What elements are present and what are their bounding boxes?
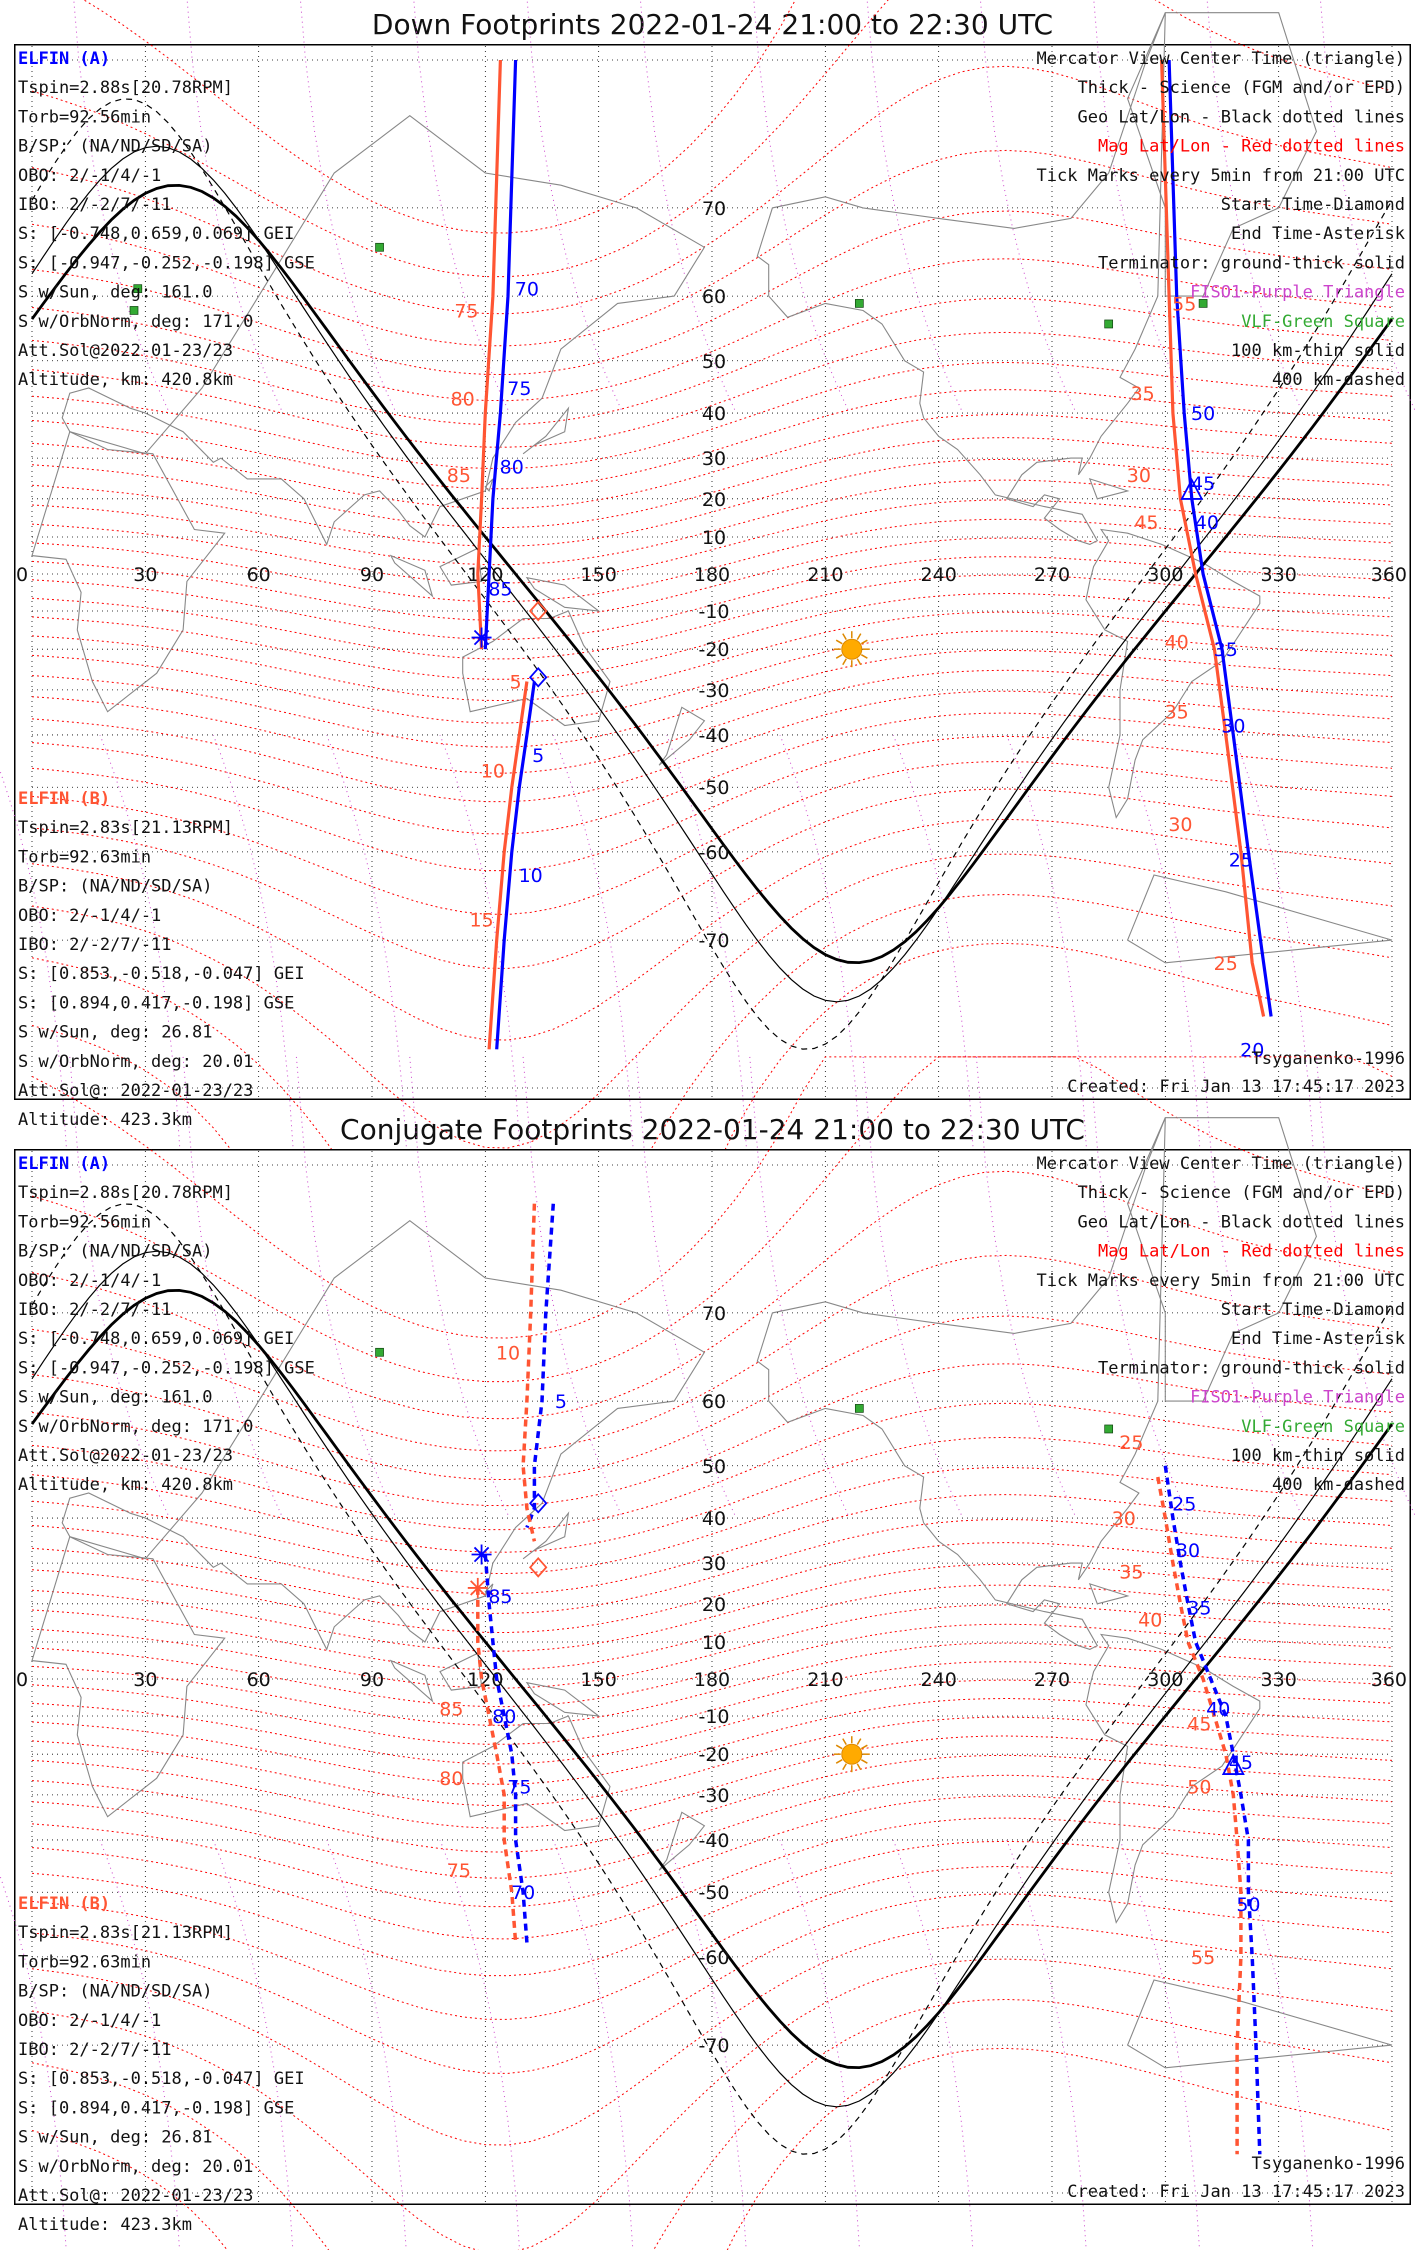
lon-tick-label: 150 — [580, 1669, 617, 1691]
track-tick-label: 25 — [1119, 1431, 1144, 1454]
track-tick-label: 45 — [1228, 1752, 1253, 1775]
lon-tick-label: 120 — [467, 564, 504, 586]
track-tick-label: 5 — [532, 744, 545, 767]
track-tick-label: 50 — [1236, 1893, 1261, 1916]
track-tick-label: 85 — [439, 1698, 464, 1721]
sun-icon — [842, 639, 862, 659]
track-tick-label: 35 — [1164, 701, 1189, 724]
lat-tick-label: -50 — [698, 1882, 730, 1905]
lon-tick-label: 0 — [16, 564, 29, 586]
track-tick-label: 55 — [1172, 293, 1197, 316]
probe-a-info-line: OBO: 2/-1/4/-1 — [18, 165, 162, 186]
probe-b-info-line: S w/OrbNorm, deg: 20.01 — [18, 1051, 254, 1072]
legend-line: Geo Lat/Lon - Black dotted lines — [1077, 107, 1405, 128]
lat-tick-label: 10 — [701, 526, 727, 549]
probe-b-info-line: IBO: 2/-2/7/-11 — [18, 2040, 172, 2060]
lon-tick-label: 330 — [1260, 1669, 1297, 1691]
legend-line: Geo Lat/Lon - Black dotted lines — [1077, 1212, 1405, 1233]
legend-line: Mercator View Center Time (triangle) — [1036, 49, 1405, 69]
track-tick-label: 30 — [1175, 1540, 1201, 1563]
legend-line: Mercator View Center Time (triangle) — [1036, 1154, 1405, 1174]
lat-tick-label: -20 — [698, 1744, 730, 1767]
legend-line: Mag Lat/Lon - Red dotted lines — [1097, 136, 1405, 157]
lat-tick-label: 20 — [701, 1593, 727, 1616]
track-tick-label: 70 — [511, 1882, 536, 1905]
track-tick-label: 75 — [507, 1776, 532, 1799]
track-tick-label: 30 — [1111, 1508, 1136, 1531]
probe-a-info-line: Tspin=2.88s[20.78RPM] — [18, 1183, 233, 1204]
lon-tick-label: 210 — [807, 1669, 844, 1691]
lat-tick-label: 50 — [701, 1455, 727, 1478]
legend-line: Terminator: ground-thick solid — [1097, 1358, 1405, 1379]
vlf-station-square — [855, 299, 863, 307]
track-tick-label: 80 — [492, 1706, 517, 1729]
lat-tick-label: -40 — [698, 1829, 730, 1852]
probe-a-info-line: Tspin=2.88s[20.78RPM] — [18, 78, 233, 99]
legend-line: FISO1-Purple Triangle — [1190, 282, 1405, 303]
track-tick-label: 50 — [1187, 1776, 1212, 1799]
track-tick-label: 45 — [1187, 1713, 1212, 1736]
legend-line: Tick Marks every 5min from 21:00 UTC — [1036, 1270, 1405, 1291]
probe-b-info-line: S: [0.894,0.417,-0.198] GSE — [18, 993, 295, 1014]
track-tick-label: 5 — [554, 1391, 567, 1414]
vlf-station-square — [855, 1404, 863, 1412]
lon-tick-label: 270 — [1033, 564, 1071, 586]
lon-tick-label: 180 — [693, 1669, 731, 1691]
legend-line: FISO1-Purple Triangle — [1190, 1387, 1405, 1408]
lon-tick-label: 90 — [359, 1669, 385, 1691]
lon-tick-label: 0 — [16, 1669, 29, 1691]
track-tick-label: 35 — [1130, 383, 1155, 406]
lon-tick-label: 30 — [133, 564, 158, 586]
track-tick-label: 20 — [1240, 1039, 1265, 1062]
track-tick-label: 25 — [1228, 849, 1253, 872]
lon-tick-label: 270 — [1033, 1669, 1071, 1691]
lat-tick-label: 60 — [701, 1391, 727, 1414]
track-tick-label: 30 — [1126, 464, 1151, 487]
legend-line: Start Time-Diamond — [1220, 1300, 1405, 1320]
probe-a-label: ELFIN (A) — [18, 1154, 111, 1174]
lat-tick-label: 70 — [701, 1302, 727, 1325]
legend-line: Mag Lat/Lon - Red dotted lines — [1097, 1241, 1405, 1262]
track-tick-label: 40 — [1138, 1609, 1163, 1632]
probe-b-info-line: Torb=92.63min — [18, 1952, 152, 1973]
probe-a-info-line: Att.Sol@2022-01-23/23 — [18, 341, 233, 361]
legend-line: VLF-Green Square — [1241, 311, 1405, 332]
probe-b-info-line: IBO: 2/-2/7/-11 — [18, 935, 172, 955]
probe-a-info-line: OBO: 2/-1/4/-1 — [18, 1270, 162, 1291]
lon-tick-label: 60 — [246, 1669, 271, 1691]
legend-line: Thick - Science (FGM and/or EPD) — [1077, 78, 1405, 99]
track-tick-label: 10 — [495, 1342, 521, 1365]
probe-b-info-line: OBO: 2/-1/4/-1 — [18, 905, 162, 926]
probe-b-label: ELFIN (B) — [18, 1894, 111, 1914]
track-tick-label: 45 — [1134, 511, 1159, 534]
track-tick-label: 85 — [446, 464, 471, 487]
track-tick-label: 50 — [1191, 403, 1216, 426]
lon-tick-label: 180 — [693, 564, 731, 586]
lat-tick-label: -40 — [698, 724, 730, 747]
lat-tick-label: -60 — [698, 1946, 730, 1969]
legend-line: Tick Marks every 5min from 21:00 UTC — [1036, 165, 1405, 186]
track-tick-label: 80 — [439, 1768, 464, 1791]
lat-tick-label: -70 — [698, 930, 730, 953]
conjugate-footprints-chart — [14, 1149, 1411, 2236]
lat-tick-label: -10 — [698, 601, 730, 624]
lon-tick-label: 240 — [920, 564, 957, 586]
track-tick-label: 75 — [507, 378, 532, 401]
legend-line: 400 km-dashed — [1271, 370, 1405, 391]
legend-line: 100 km-thin solid — [1231, 341, 1405, 361]
lon-tick-label: 210 — [807, 564, 844, 586]
vlf-station-square — [376, 1348, 384, 1356]
chart-title-down: Down Footprints 2022-01-24 21:00 to 22:30 UTC — [371, 8, 1054, 41]
legend-line: Thick - Science (FGM and/or EPD) — [1077, 1183, 1405, 1204]
probe-b-info-line: OBO: 2/-1/4/-1 — [18, 2010, 162, 2031]
legend-line: End Time-Asterisk — [1231, 1329, 1405, 1350]
vlf-station-square — [1105, 1425, 1113, 1433]
probe-b-info-line: Tspin=2.83s[21.13RPM] — [18, 818, 233, 839]
track-tick-label: 75 — [454, 300, 479, 323]
probe-b-info-line: S: [0.894,0.417,-0.198] GSE — [18, 2098, 295, 2119]
probe-a-info-line: S: [-0.748,0.659,0.069] GEI — [18, 224, 295, 245]
lat-tick-label: 40 — [701, 1508, 727, 1531]
track-tick-label: 85 — [488, 1585, 513, 1608]
track-tick-label: 70 — [514, 278, 539, 301]
probe-a-info-line: Torb=92.56min — [18, 107, 152, 128]
probe-b-info-line: S w/Sun, deg: 26.81 — [18, 1022, 213, 1043]
legend-line: Start Time-Diamond — [1220, 195, 1405, 215]
track-tick-label: 80 — [450, 388, 475, 411]
lon-tick-label: 300 — [1147, 1669, 1184, 1691]
probe-b-info-line: S: [0.853,-0.518,-0.047] GEI — [18, 964, 305, 985]
lon-tick-label: 30 — [133, 1669, 158, 1691]
probe-a-info-line: S w/Sun, deg: 161.0 — [18, 282, 213, 303]
probe-b-info-line: S w/OrbNorm, deg: 20.01 — [18, 2156, 254, 2177]
lat-tick-label: -30 — [698, 679, 730, 702]
lon-tick-label: 240 — [920, 1669, 957, 1691]
track-tick-label: 5 — [509, 671, 522, 694]
lat-tick-label: -60 — [698, 841, 730, 864]
lat-tick-label: 10 — [701, 1631, 727, 1654]
track-tick-label: 15 — [469, 909, 494, 932]
probe-b-label: ELFIN (B) — [18, 789, 111, 809]
probe-a-info-line: Torb=92.56min — [18, 1212, 152, 1233]
track-tick-label: 35 — [1187, 1597, 1212, 1620]
lon-tick-label: 360 — [1370, 1669, 1407, 1691]
sun-icon — [842, 1744, 862, 1764]
probe-a-info-line: S: [-0.947,-0.252,-0.198] GSE — [18, 1358, 315, 1379]
lat-tick-label: 40 — [701, 403, 727, 426]
lat-tick-label: 30 — [701, 448, 727, 471]
probe-b-info-line: S w/Sun, deg: 26.81 — [18, 2127, 213, 2148]
lon-tick-label: 60 — [246, 564, 271, 586]
probe-a-info-line: IBO: 2/-2/7/-11 — [18, 1300, 172, 1320]
created-timestamp: Created: Fri Jan 13 17:45:17 2023 — [1067, 2182, 1405, 2202]
lat-tick-label: 20 — [701, 488, 727, 511]
lat-tick-label: -30 — [698, 1784, 730, 1807]
vlf-station-square — [376, 243, 384, 251]
track-tick-label: 10 — [480, 760, 505, 783]
probe-a-info-line: Att.Sol@2022-01-23/23 — [18, 1446, 233, 1466]
probe-b-info-line: Altitude: 423.3km — [18, 1110, 192, 1131]
track-tick-label: 40 — [1164, 631, 1189, 654]
probe-a-info-line: S w/OrbNorm, deg: 171.0 — [18, 311, 254, 332]
probe-b-info-line: Att.Sol@: 2022-01-23/23 — [18, 2186, 254, 2206]
lat-tick-label: 60 — [701, 286, 727, 309]
track-tick-label: 10 — [518, 865, 543, 888]
legend-line: VLF-Green Square — [1241, 1416, 1405, 1437]
probe-b-info-line: Altitude: 423.3km — [18, 2215, 192, 2236]
legend-line: 100 km-thin solid — [1231, 1446, 1405, 1466]
track-tick-label: 35 — [1119, 1561, 1144, 1584]
lat-tick-label: 30 — [701, 1553, 727, 1576]
lat-tick-label: 70 — [701, 197, 727, 220]
track-tick-label: 40 — [1194, 511, 1219, 534]
probe-a-label: ELFIN (A) — [18, 49, 111, 69]
lat-tick-label: -20 — [698, 639, 730, 662]
vlf-station-square — [1105, 320, 1113, 328]
probe-b-info-line: S: [0.853,-0.518,-0.047] GEI — [18, 2069, 305, 2090]
probe-a-info-line: B/SP: (NA/ND/SD/SA) — [18, 136, 213, 157]
legend-line: Terminator: ground-thick solid — [1097, 253, 1405, 274]
created-timestamp: Created: Fri Jan 13 17:45:17 2023 — [1067, 1077, 1405, 1097]
lon-tick-label: 330 — [1260, 564, 1297, 586]
track-tick-label: 80 — [499, 456, 524, 479]
track-tick-label: 45 — [1191, 472, 1216, 495]
lat-tick-label: -70 — [698, 2035, 730, 2058]
probe-a-info-line: S: [-0.748,0.659,0.069] GEI — [18, 1329, 295, 1350]
track-tick-label: 40 — [1206, 1698, 1231, 1721]
track-tick-label: 35 — [1213, 639, 1238, 662]
probe-b-info-line: B/SP: (NA/ND/SD/SA) — [18, 1981, 213, 2002]
track-tick-label: 55 — [1191, 1946, 1216, 1969]
probe-a-info-line: Altitude, km: 420.8km — [18, 1475, 233, 1496]
probe-b-info-line: Att.Sol@: 2022-01-23/23 — [18, 1081, 254, 1101]
lon-tick-label: 360 — [1370, 564, 1407, 586]
model-label: Tsyganenko-1996 — [1251, 1049, 1405, 1069]
lat-tick-label: -10 — [698, 1706, 730, 1729]
model-label: Tsyganenko-1996 — [1251, 2154, 1405, 2174]
track-tick-label: 30 — [1221, 715, 1246, 738]
chart-title-conjugate: Conjugate Footprints 2022-01-24 21:00 to 22:30 UTC — [340, 1113, 1085, 1146]
lon-tick-label: 90 — [359, 564, 385, 586]
legend-line: 400 km-dashed — [1271, 1475, 1405, 1496]
probe-a-info-line: S w/Sun, deg: 161.0 — [18, 1387, 213, 1408]
probe-a-info-line: IBO: 2/-2/7/-11 — [18, 195, 172, 215]
probe-b-info-line: Torb=92.63min — [18, 847, 152, 868]
track-tick-label: 25 — [1213, 952, 1238, 975]
track-tick-label: 25 — [1172, 1493, 1197, 1516]
lon-tick-label: 120 — [467, 1669, 504, 1691]
lat-tick-label: -50 — [698, 777, 730, 800]
probe-a-info-line: S: [-0.947,-0.252,-0.198] GSE — [18, 253, 315, 274]
track-tick-label: 30 — [1168, 814, 1193, 837]
track-tick-label: 75 — [446, 1860, 471, 1883]
lat-tick-label: 50 — [701, 350, 727, 373]
lon-tick-label: 150 — [580, 564, 617, 586]
probe-b-info-line: B/SP: (NA/ND/SD/SA) — [18, 876, 213, 897]
legend-line: End Time-Asterisk — [1231, 224, 1405, 245]
track-tick-label: 85 — [488, 578, 513, 601]
probe-a-info-line: Altitude, km: 420.8km — [18, 370, 233, 391]
lon-tick-label: 300 — [1147, 564, 1184, 586]
probe-a-info-line: S w/OrbNorm, deg: 171.0 — [18, 1416, 254, 1437]
probe-a-info-line: B/SP: (NA/ND/SD/SA) — [18, 1241, 213, 1262]
probe-b-info-line: Tspin=2.83s[21.13RPM] — [18, 1923, 233, 1944]
